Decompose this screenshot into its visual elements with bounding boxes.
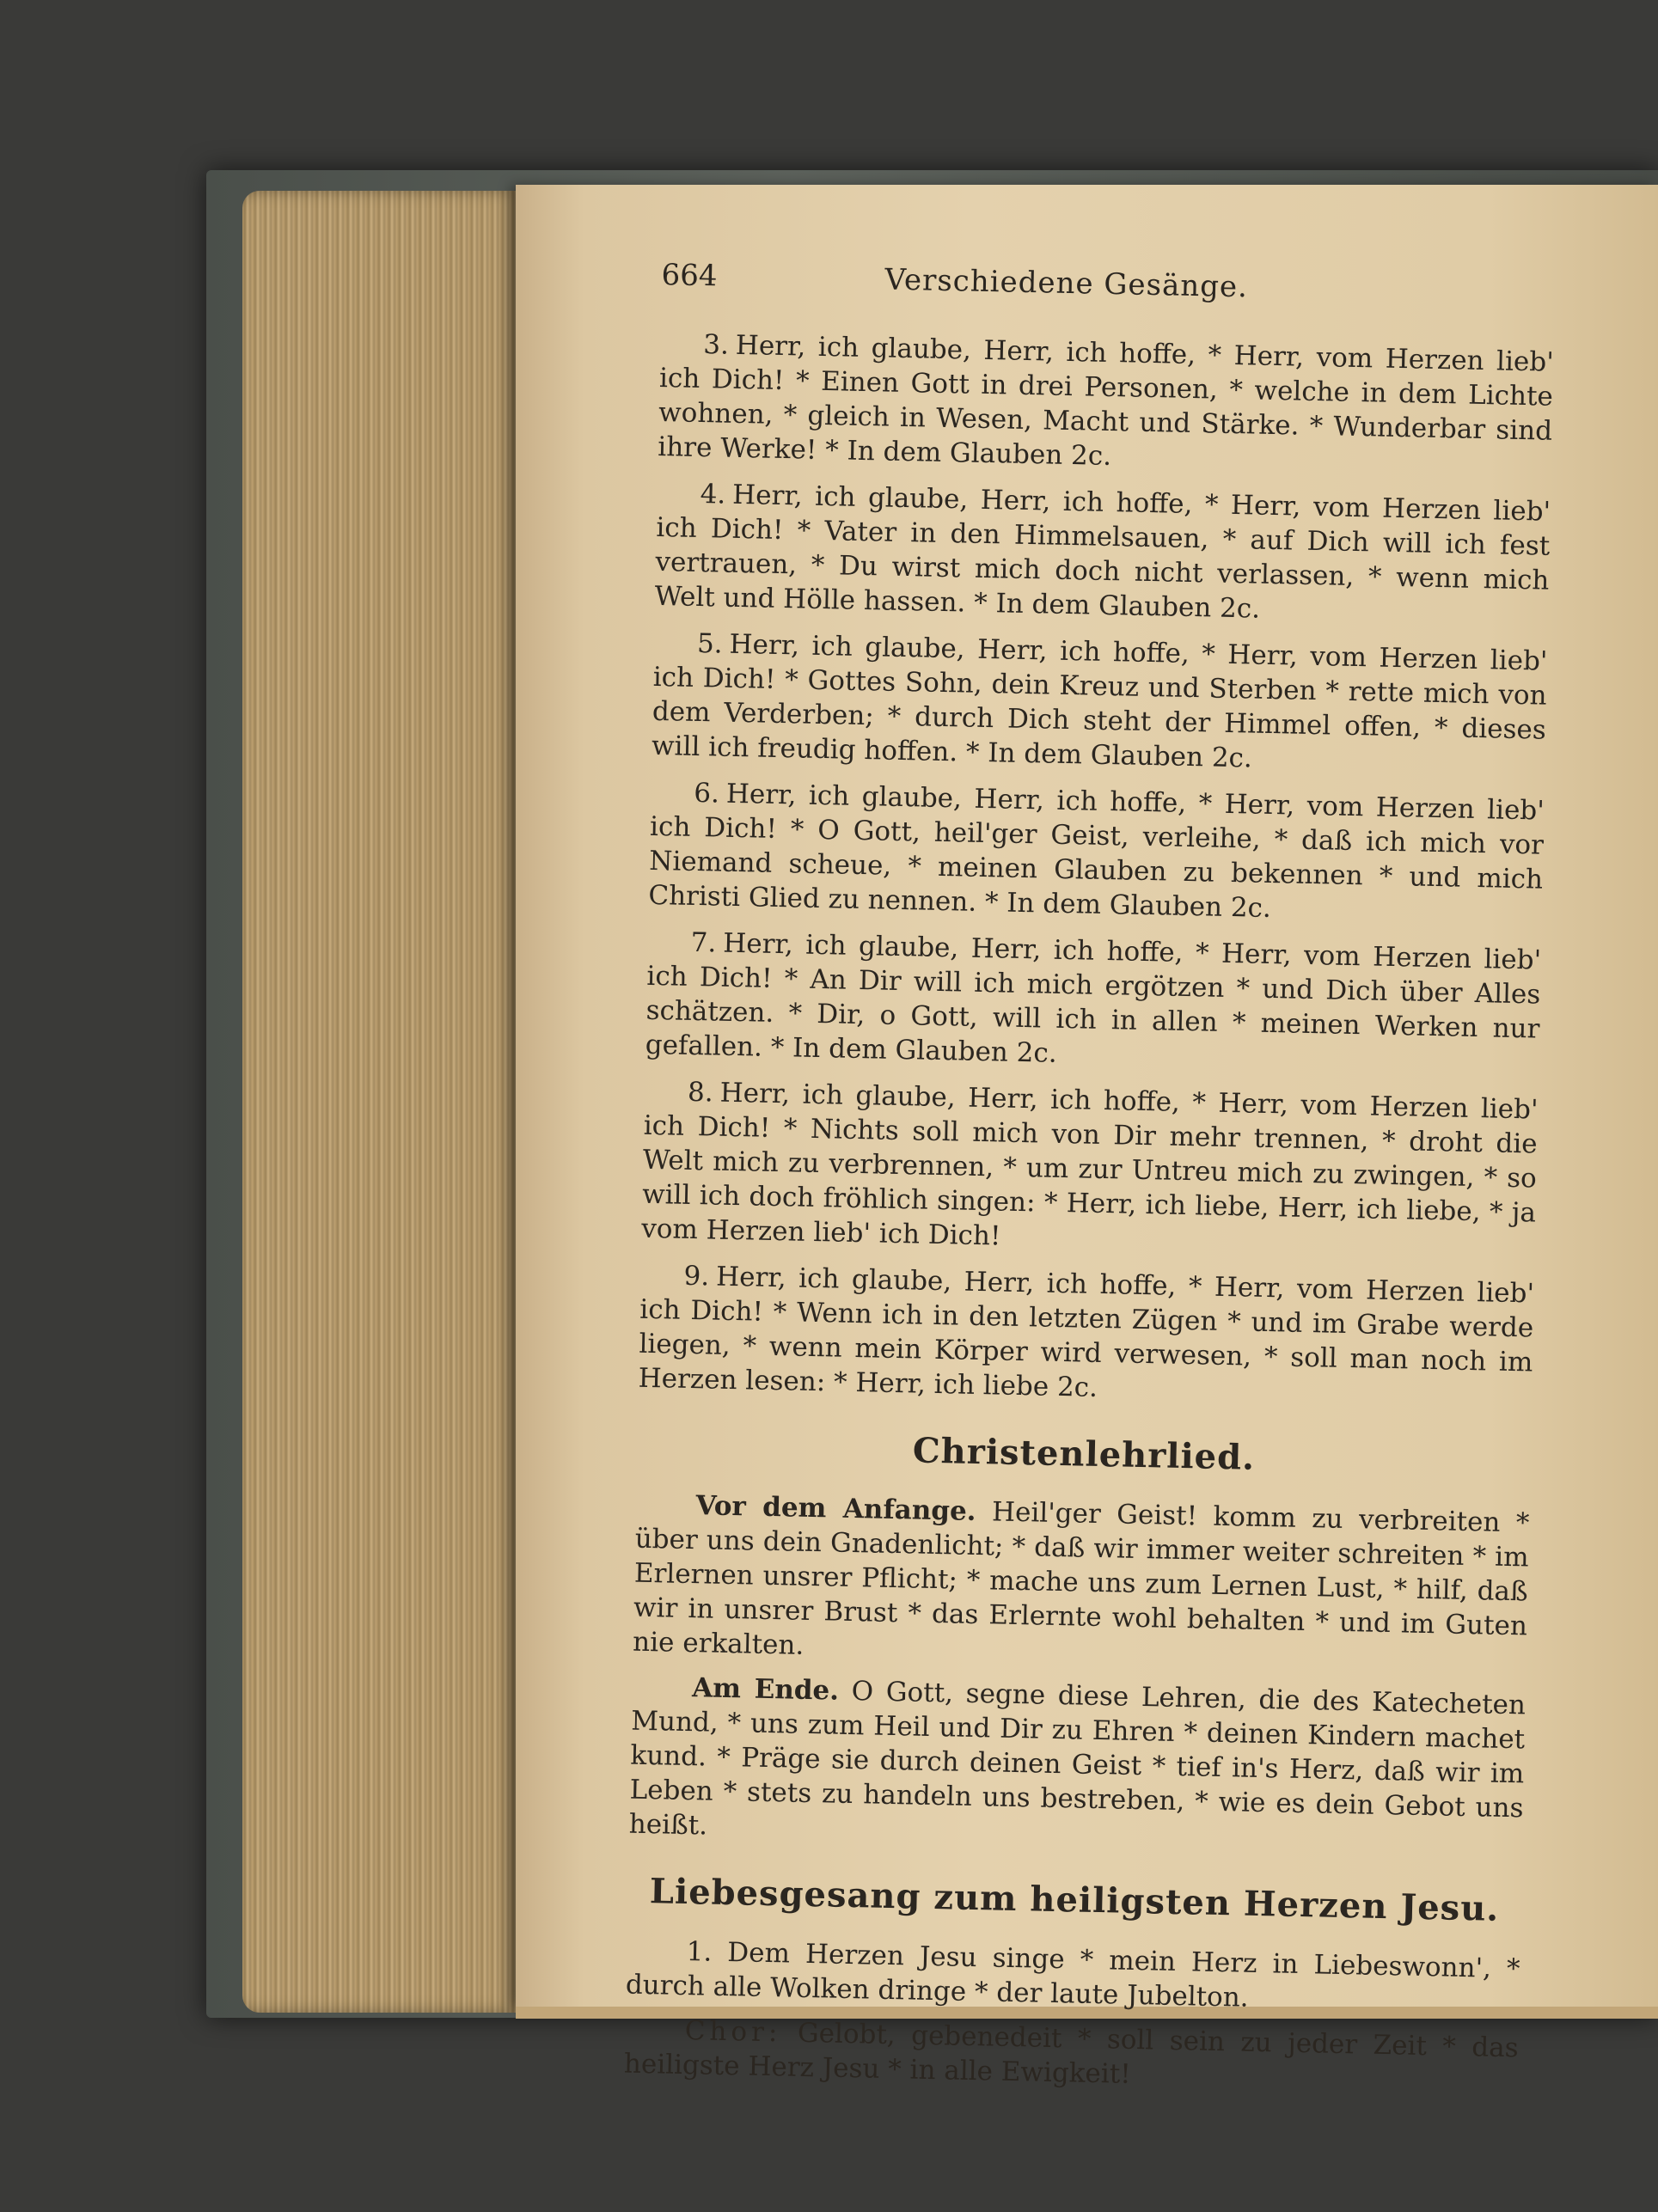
section-text: Heil'ger Geist! komm zu verbreiten * über uns dein Gnadenlicht; * daß wir immer weiter schreiten * im Erlernen unsrer Pflicht; * mache uns zum Lernen Lust, * hilf, daß wir in unsrer Brust * das Erlernte wohl behalten * und im Guten nie erkalten.	[632, 1496, 1530, 1661]
page-edges	[242, 191, 517, 2013]
chorus	[624, 2013, 1519, 2100]
page-number: 664	[661, 258, 718, 294]
stanza-6	[648, 775, 1545, 932]
section-end	[628, 1670, 1526, 1861]
stanza-text: Herr, ich glaube, Herr, ich hoffe, * Herr, vom Herzen lieb' ich Dich! * Einen Gott in drei Personen, * welche in dem Lichte wohnen, * gleich in Wesen, Macht und Stärke. * Wunderbar sind ihre Werke! * In dem Glauben 2c.	[658, 329, 1555, 473]
stanza-number: 5.	[696, 627, 723, 660]
stanza-number: 3.	[702, 329, 730, 361]
stanza-text: Herr, ich glaube, Herr, ich hoffe, * Herr, vom Herzen lieb' ich Dich! * Gottes Sohn, dein Kreuz und Sterben * rette mich von dem Verderben; * durch Dich steht der Himmel offen, * dieses will ich freudig hoffen. * In dem Glauben 2c.	[651, 628, 1548, 774]
stanza-9	[638, 1258, 1534, 1415]
chorus-text: Gelobt, gebenedeit * soll sein zu jeder Zeit * das heiligste Herz Jesu * in alle Ewigkeit!	[623, 2017, 1519, 2090]
stanza-text: Herr, ich glaube, Herr, ich hoffe, * Herr, vom Herzen lieb' ich Dich! * Wenn ich in den letzten Zügen * und im Grabe werde liegen, * wenn mein Körper wird verwesen, * soll man noch im Herzen lesen: * Herr, ich liebe 2c.	[638, 1261, 1535, 1403]
stanza-text: Herr, ich glaube, Herr, ich hoffe, * Herr, vom Herzen lieb' ich Dich! * Nichts soll mich von Dir mehr trennen, * droht die Welt mich zu verbrennen, * um zur Untreu mich zu zwingen, * so will ich doch fröhlich singen: * Herr, ich liebe, Herr, ich liebe, * ja vom Herzen lieb' ich Dich!	[640, 1077, 1539, 1252]
stanza-text: Herr, ich glaube, Herr, ich hoffe, * Herr, vom Herzen lieb' ich Dich! * O Gott, heil'ger Geist, verleihe, * daß ich mich vor Niemand scheue, * meinen Glauben zu bekennen * und mich Christi Glied zu nennen. * In dem Glauben 2c.	[648, 778, 1545, 925]
section-lead: Am Ende.	[691, 1672, 840, 1707]
stanza-text: Herr, ich glaube, Herr, ich hoffe, * Herr, vom Herzen lieb' ich Dich! * Vater in den Himmelsauen, * auf Dich will ich fest vertrauen, * Du wirst mich doch nicht verlassen, * wenn mich Welt und Hölle hassen. * In dem Glauben 2c.	[654, 479, 1551, 625]
verse-1	[625, 1934, 1520, 2021]
stanza-number: 7.	[690, 926, 717, 959]
song-title-christenlehrlied: Christenlehrlied.	[912, 1430, 1256, 1478]
running-head: Verschiedene Gesänge.	[884, 262, 1249, 305]
section-lead: Vor dem Anfange.	[695, 1490, 976, 1527]
verse-text: Dem Herzen Jesu singe * mein Herz in Liebeswonn', * durch alle Wolken dringe * der laute Jubelton.	[625, 1937, 1520, 2013]
section-text: O Gott, segne diese Lehren, die des Katecheten Mund, * uns zum Heil und Dir zu Ehren * deinen Kindern machet kund. * Präge sie durch deinen Geist * tief in's Herz, daß wir im Leben * stets zu handeln uns bestreben, * wie es dein Gebot uns heißt.	[628, 1675, 1526, 1842]
stanza-number: 8.	[687, 1076, 714, 1109]
stanza-4	[654, 476, 1551, 632]
stanza-8	[641, 1074, 1539, 1265]
stanza-text: Herr, ich glaube, Herr, ich hoffe, * Herr, vom Herzen lieb' ich Dich! * An Dir will ich mich ergötzen * und Dich über Alles schätzen. * Dir, o Gott, will ich in allen * meinen Werken nur gefallen. * In dem Glauben 2c.	[645, 927, 1542, 1069]
section-before	[633, 1488, 1530, 1678]
verse-number: 1.	[686, 1936, 713, 1968]
stanza-number: 9.	[683, 1260, 710, 1292]
stanza-3	[658, 327, 1554, 483]
chorus-label: Chor:	[684, 2015, 782, 2049]
stanza-number: 4.	[700, 478, 726, 510]
stanza-5	[652, 626, 1548, 782]
song-title-liebesgesang: Liebesgesang zum heiligsten Herzen Jesu.	[649, 1871, 1500, 1929]
stanza-7	[645, 925, 1541, 1081]
page-content	[623, 258, 1555, 2110]
stanza-number: 6.	[694, 777, 720, 810]
